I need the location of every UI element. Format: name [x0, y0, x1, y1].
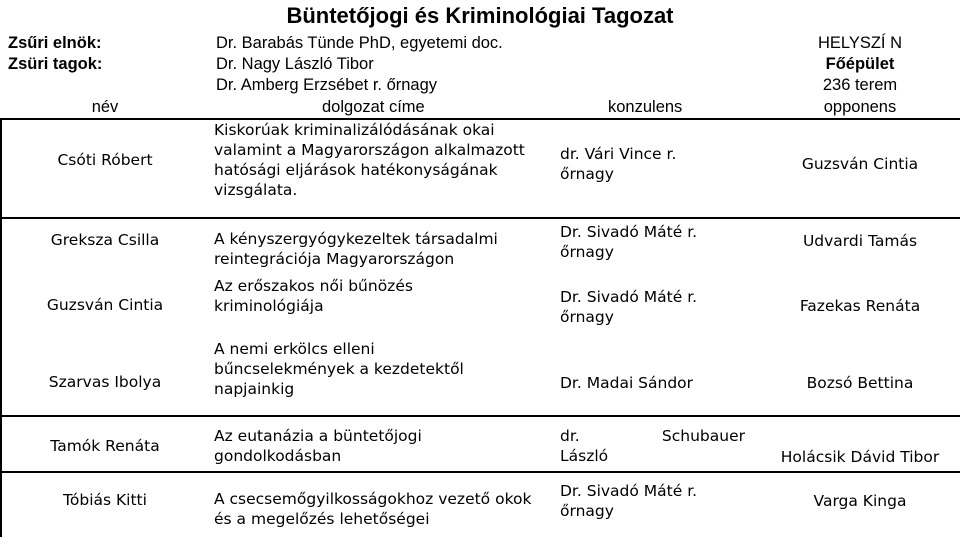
consultant [560, 373, 760, 393]
row-divider [0, 471, 960, 473]
thesis-title: Kiskorúak kriminalizálódásának okai valamint a Magyarországon alkalmazott hatósági eljárások hatékonyságának vizsgálata. [214, 121, 525, 199]
venue-building: Főépület [825, 55, 895, 73]
consultant-line-2: őrnagy [560, 502, 614, 520]
consultant [560, 287, 760, 327]
jury-member-1: Dr. Nagy László Tibor [216, 55, 374, 73]
consultant [560, 426, 760, 466]
consultant-surname: Schubauer [661, 427, 745, 445]
thesis-title: A csecsemőgyilkosságokhoz vezető okok és a megelőzés lehetőségei [214, 490, 532, 528]
opponent: Varga Kinga [813, 492, 907, 510]
student-name: Guzsván Cintia [46, 296, 164, 314]
consultant-line-2: László [560, 447, 609, 465]
opponent: Fazekas Renáta [799, 297, 921, 315]
column-header-thesis: dolgozat címe [322, 98, 425, 116]
thesis-title: A nemi erkölcs elleni bűncselekmények a kezdetektől napjainkig [214, 340, 464, 398]
venue-label: HELYSZÍ N [817, 34, 903, 52]
student-name: Tóbiás Kitti [63, 491, 147, 509]
consultant-line-2: őrnagy [560, 165, 614, 183]
consultant-title: dr. [560, 427, 580, 445]
consultant [560, 144, 760, 184]
student-name: Szarvas Ibolya [48, 373, 162, 391]
consultant-line-1 [560, 426, 745, 446]
consultant-line-1: Dr. Sivadó Máté r. [560, 223, 698, 241]
consultant [560, 222, 760, 262]
jury-members-label: Zsüri tagok: [8, 55, 103, 73]
consultant [560, 481, 760, 521]
student-name: Tamók Renáta [50, 437, 160, 455]
consultant-line-2: őrnagy [560, 308, 614, 326]
thesis-title: Az erőszakos női bűnözés kriminológiája [214, 277, 413, 315]
thesis-title: A kényszergyógykezeltek társadalmi reintegrációja Magyarországon [214, 230, 498, 268]
opponent: Guzsván Cintia [801, 155, 919, 173]
student-name: Greksza Csilla [50, 231, 160, 249]
opponent: Holácsik Dávid Tibor [780, 448, 940, 466]
venue-room: 236 terem [822, 76, 898, 94]
thesis-title: Az eutanázia a büntetőjogi gondolkodásban [214, 427, 422, 465]
jury-chair: Dr. Barabás Tünde PhD, egyetemi doc. [216, 34, 503, 52]
page-title: Büntetőjogi és Kriminológiai Tagozat [286, 3, 674, 28]
row-divider [0, 415, 960, 417]
opponent: Bozsó Bettina [806, 374, 914, 392]
jury-chair-label: Zsűri elnök: [8, 34, 102, 52]
jury-member-2: Dr. Amberg Erzsébet r. őrnagy [216, 76, 438, 94]
consultant-line-1: dr. Vári Vince r. [560, 145, 677, 163]
consultant-line-1: Dr. Sivadó Máté r. [560, 288, 698, 306]
column-header-opponent: opponens [823, 98, 897, 116]
row-divider [0, 217, 960, 219]
consultant-line-1: Dr. Sivadó Máté r. [560, 482, 698, 500]
column-header-consultant: konzulens [608, 98, 683, 116]
opponent: Udvardi Tamás [802, 232, 918, 250]
table-border-left [0, 118, 2, 537]
column-header-name: név [91, 98, 119, 116]
consultant-line-1: Dr. Madai Sándor [560, 374, 694, 392]
student-name: Csóti Róbert [57, 151, 153, 169]
consultant-line-2: őrnagy [560, 243, 614, 261]
